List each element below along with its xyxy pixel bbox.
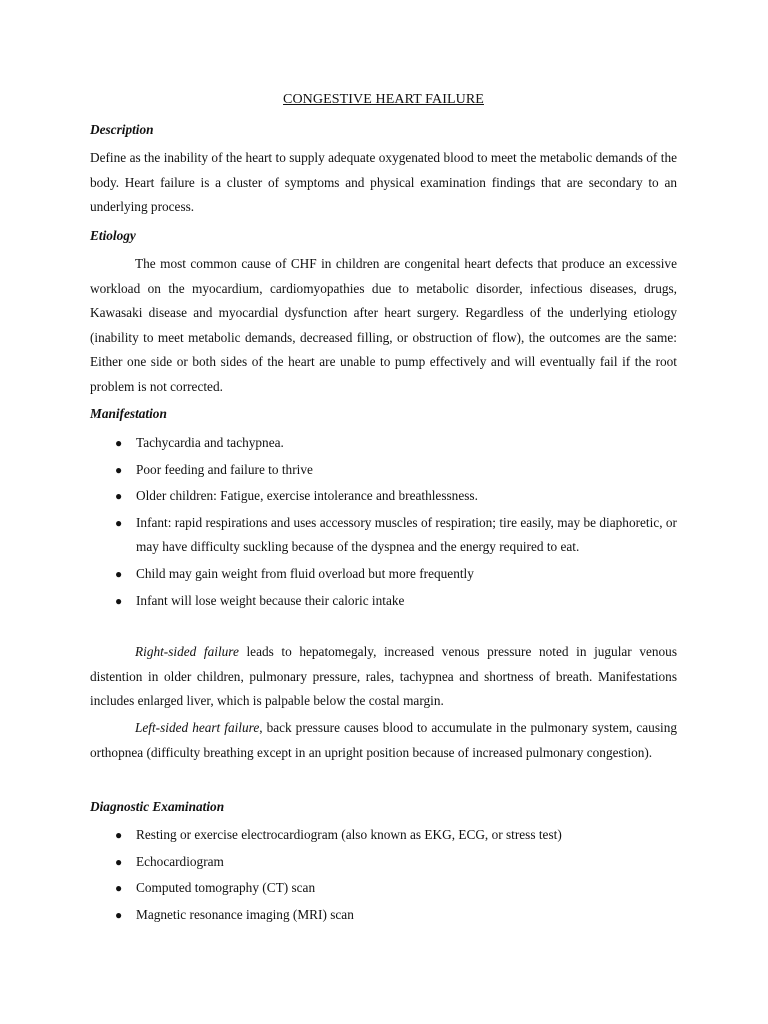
diagnostic-list [90, 823, 677, 927]
list-item: ● Older children: Fatigue, exercise intolerance and breathlessness. [90, 484, 677, 509]
list-item: ● Poor feeding and failure to thrive [90, 458, 677, 483]
bullet-icon: ● [115, 593, 123, 608]
manifestation-heading: Manifestation [90, 406, 167, 421]
bullet-icon: ● [115, 828, 123, 842]
bullet-icon: ● [115, 436, 123, 450]
etiology-heading: Etiology [90, 228, 136, 243]
list-item: ● Tachycardia and tachypnea. [90, 431, 677, 456]
list-item: ● Resting or exercise electrocardiogram (also known as EKG, ECG, or stress test) [90, 823, 677, 848]
list-item: ● Infant: rapid respirations and uses accessory muscles of respiration; tire easily, may be diaphoretic, or may have difficulty suckling because of the dyspnea and the energy required to eat. [90, 511, 677, 560]
diagnostic-heading: Diagnostic Examination [90, 799, 225, 814]
right-sided-failure-term: Right-sided failure [135, 644, 239, 659]
bullet-icon: ● [115, 854, 123, 869]
manifestation-list [90, 431, 677, 613]
bullet-icon: ● [115, 907, 123, 922]
bullet-icon: ● [115, 462, 123, 477]
list-item: ● Child may gain weight from fluid overload but more frequently [90, 562, 677, 587]
etiology-text: The most common cause of CHF in children are congenital heart defects that produce an excessive workload on the myocardium, cardiomyopathies due to metabolic disorder, infectious diseases, drugs, Kawasaki disease and myocardial dysfunction after heart surgery. Regardless of the underlying etiology (inability to meet metabolic demands, decreased filling, or obstruction of flow), the outcomes are the same: Either one side or both sides of the heart are unable to pump effectively and will eventually fail if the root problem is not corrected. [90, 256, 677, 394]
bullet-icon: ● [115, 566, 123, 581]
list-item: ● Infant will lose weight because their caloric intake [90, 589, 677, 614]
description-heading: Description [90, 122, 154, 137]
left-sided-failure-text: , back pressure causes blood to accumulate in the pulmonary system, causing orthopnea (difficulty breathing except in an upright position because of increased pulmonary congestion). [90, 720, 677, 760]
left-sided-failure-paragraph [90, 716, 677, 765]
right-sided-failure-paragraph [90, 640, 677, 714]
bullet-icon: ● [115, 881, 123, 896]
page-title: CONGESTIVE HEART FAILURE [283, 92, 484, 107]
list-item: ● Echocardiogram [90, 850, 677, 875]
right-sided-failure-text: leads to hepatomegaly, increased venous pressure noted in jugular venous distention in older children, pulmonary pressure, rales, tachypnea and shortness of breath. Manifestations includes enlarged liver, which is palpable below the costal margin. [90, 644, 678, 709]
bullet-icon: ● [115, 515, 123, 530]
description-text: Define as the inability of the heart to supply adequate oxygenated blood to meet the metabolic demands of the body. Heart failure is a cluster of symptoms and physical examination findings that are secondary to an underlying process. [90, 150, 677, 215]
list-item: ● Magnetic resonance imaging (MRI) scan [90, 903, 677, 928]
bullet-icon: ● [115, 489, 123, 504]
list-item: ● Computed tomography (CT) scan [90, 876, 677, 901]
left-sided-failure-term: Left-sided heart failure [135, 720, 260, 735]
